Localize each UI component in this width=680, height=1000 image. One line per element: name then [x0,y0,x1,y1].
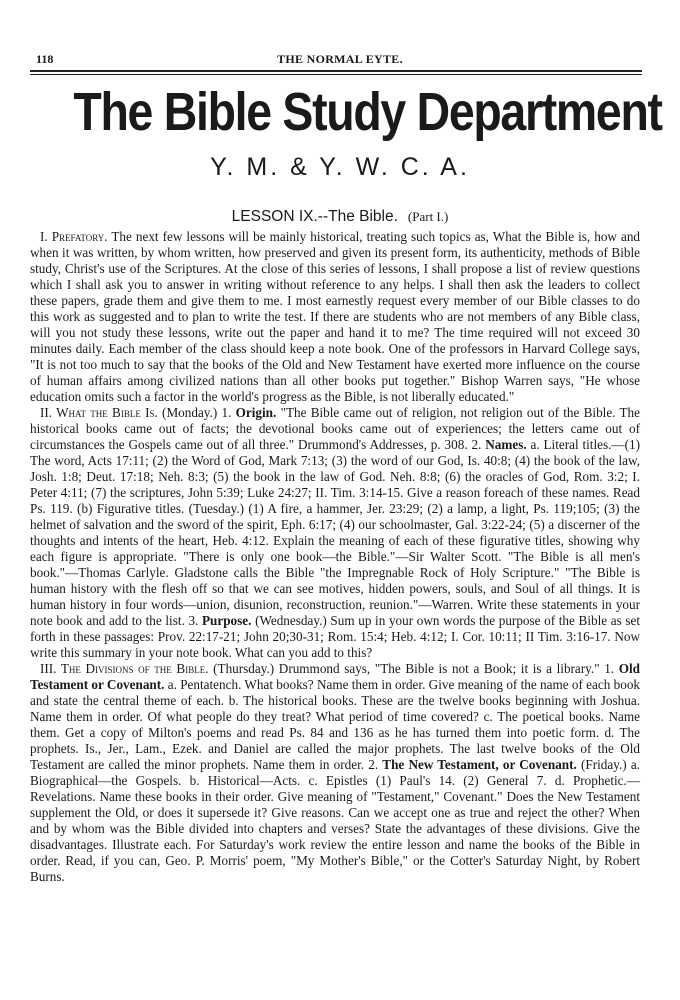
section-text: (Monday.) 1. [157,405,236,420]
section-text: (Friday.) a. Biographical—the Gospels. b. Historical—Acts. c. Epistles (1) Paul's 14. (2) General 7. d. Prophetic.—Revelations. Name these books in their order. Give meaning of "Testament," Covenant." Does the New Testament supplement the Old, or does it supersede it? Give reasons. Can we accept one as true and reject the other? When and by whom was the Bible divided into chapters and verses? State the advantages of these divisions. Give the disadvantages. Illustrate each. For Saturday's work review the entire lesson and name the books of the Bible in order. Read, if you can, Geo. P. Morris' poem, "My Mother's Bible," or the Cotter's Saturday Night, by Robert Burns. [30,757,640,884]
section-text: a. Pentatench. What books? Name them in order. Give meaning of the name of each book and state the central theme of each. b. The historical books. These are the twelve books beginning with Joshua. Name them in order. Of what people do they treat? What period of time covered? c. The poetical books. Name them. Get a copy of Milton's poems and read Ps. 84 and 136 as he has turned them into poetic form. d. The prophets. Is., Jer., Lam., Ezek. and Daniel are called the major prophets. The last twelve books of the Old Testament are called the minor prophets. Name them in order. 2. [30,677,641,772]
lesson-part: (Part I.) [407,209,449,224]
section-text: "The Bible came out of religion, not religion out of the Bible. The historical books came out of facts; the devotional books came out of experiences; the letters came out of circumstances the Gospels came out of all three." Drummond's Addresses, p. 308. 2. [30,405,640,452]
book-page [30,0,662,1000]
subhead-names: Names. [485,437,527,452]
header-rule-thick [30,70,642,72]
section-text: The next few lessons will be mainly historical, treating such topics as, What the Bible is, how and when it was written, by whom written, how preserved and given its present form, its authenticity, methods of Bible study, Christ's use of the Scriptures. At the close of this series of lessons, I shall propose a list of review questions which I shall ask you to answer in writing without reference to any helps. I shall then ask the leaders to collect these papers, grade them and give them to me. I most earnestly request every member of our Bible classes to do this work as suggested and to plan to write the test. If there are students who are not members of any Bible class, will you not study these lessons, write out the paper and hand it to me? The time required will not exceed 30 minutes daily. Each member of the class should keep a note book. One of the professors in Harvard College says, "It is not too much to say that the books of the Old and New Testament have exerted more influence on the course of human affairs among civilized nations than all other books put together." Bishop Warren says, "He whose education omits such a factor in the world's progress as the Bible, is not liberally educated." [30,229,641,404]
subhead-new-testament: The New Testament, or Covenant. [382,757,577,772]
section-text: a. Literal titles.—(1) The word, Acts 17:11; (2) the Word of God, Mark 7:13; (3) the word of our God, Is. 40:8; (4) the book of the law, Josh. 1:8; Deut. 17:18; Neh. 8:3; (5) the book in the law of God. Neh. 8:8; (6) the oracles of God, Rom. 3:2; I. Peter 4:11; (7) the scriptures, John 5:39; Luke 24:27; II. Tim. 3:14-15. Give a reason foreach of these names. Read Ps. 119. (b) Figurative titles. (Tuesday.) (1) A fire, a hammer, Jer. 23:29; (2) a lamp, a light, Ps. 119;105; (3) the helmet of salvation and the sword of the spirit, Eph. 6:17; (4) our schoolmaster, Gal. 3:22-24; (5) a discerner of the thoughts and intents of the heart, Heb. 4:12. Explain the meaning of each of these figurative titles, showing why each figure is appropriate. "There is only one book—the Bible."—Sir Walter Scott. "The Bible is all men's book."—Thomas Carlyle. Gladstone calls the Bible "the Impregnable Rock of Holy Scripture." "The Bible is human history with the flesh off so that we can see motives, hidden powers, souls, and Soul of all things. It is human history in four words—union, disunion, reconstruction, reunion."—Warren. Write these statements in your note book and add to the list. 3. [30,437,640,628]
organization-subtitle: Y. M. & Y. W. C. A. [210,153,470,181]
lesson-heading [30,206,650,228]
department-title: The Bible Study Department [73,82,662,142]
page-number: 118 [36,52,54,66]
section-label: II. What the Bible Is. [40,405,158,420]
lesson-title: LESSON IX.--The Bible. [231,208,398,225]
subhead-old-testament: Old Testament or Covenant. [30,661,640,692]
running-head [30,52,650,70]
section-what-the-bible-is [30,405,640,661]
section-label: I. Prefatory. [40,229,108,244]
article-body [30,229,640,885]
journal-title: THE NORMAL EYTE. [277,52,403,66]
section-text: (Thursday.) Drummond says, "The Bible is not a Book; it is a library." 1. [208,661,619,676]
subhead-purpose: Purpose. [201,613,252,628]
section-text: (Wednesday.) Sum up in your own words the purpose of the Bible as set forth in these passages: Prov. 22:17-21; John 20;30-31; Rom. 15:4; Heb. 4:12; I. Cor. 10:11; II Tim. 3:16-17. Now write this summary in your note book. What can you add to this? [30,613,641,660]
subhead-origin: Origin. [235,405,277,420]
section-divisions [30,661,640,885]
section-prefatory [30,229,640,405]
section-label: III. The Divisions of the Bible. [40,661,209,676]
